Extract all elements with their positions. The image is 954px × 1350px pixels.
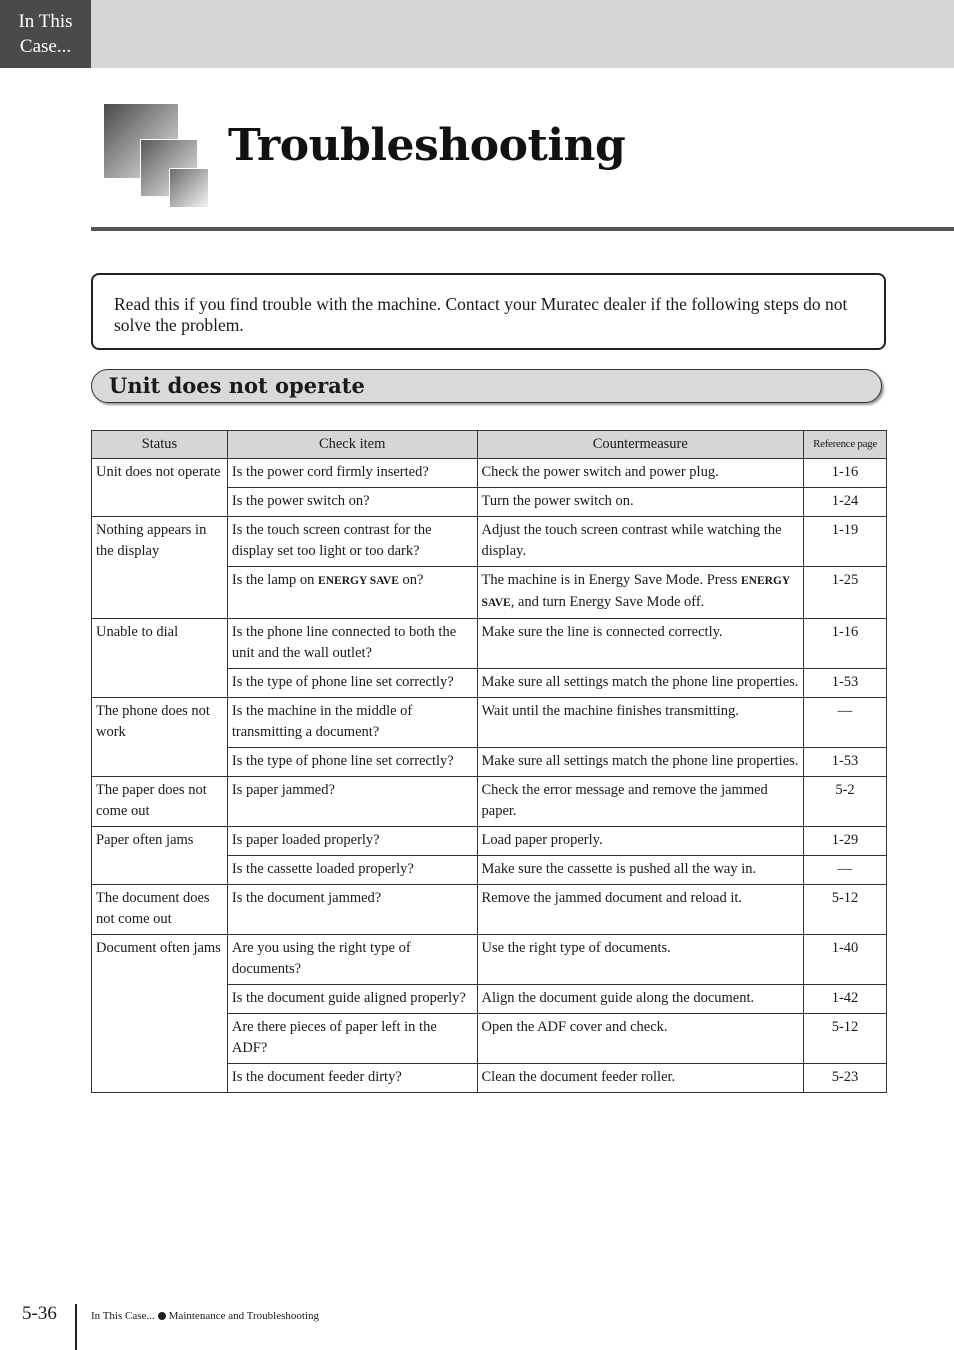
check-cell: Is the type of phone line set correctly? <box>227 748 477 777</box>
ref-cell: 5-23 <box>804 1064 887 1093</box>
energy-save-key-label: ENERGY SAVE <box>318 575 399 587</box>
check-cell: Is the type of phone line set correctly? <box>227 669 477 698</box>
status-cell: Nothing appears in the display <box>92 517 228 619</box>
section-heading: Unit does not operate <box>109 373 365 398</box>
header-reference-page: Reference page <box>804 431 887 459</box>
table-row <box>92 777 887 827</box>
chapter-tab-line2: Case... <box>19 36 72 57</box>
check-cell <box>227 567 477 619</box>
ref-cell: 5-2 <box>804 777 887 827</box>
measure-cell: Turn the power switch on. <box>477 488 804 517</box>
measure-cell: Open the ADF cover and check. <box>477 1014 804 1064</box>
table-row <box>92 827 887 856</box>
header-countermeasure: Countermeasure <box>477 431 804 459</box>
table-row <box>92 619 887 669</box>
section-heading-box <box>91 369 882 403</box>
status-cell: The phone does not work <box>92 698 228 777</box>
measure-cell: Adjust the touch screen contrast while watching the display. <box>477 517 804 567</box>
table-header-row <box>92 431 887 459</box>
table-row <box>92 885 887 935</box>
status-cell: Document often jams <box>92 935 228 1093</box>
measure-text-post: , and turn Energy Save Mode off. <box>510 594 705 610</box>
check-cell: Is the power cord firmly inserted? <box>227 459 477 488</box>
status-cell: Paper often jams <box>92 827 228 885</box>
header-check-item: Check item <box>227 431 477 459</box>
decorative-square-small <box>170 169 208 207</box>
ref-cell: 1-16 <box>804 619 887 669</box>
chapter-tab[interactable] <box>0 0 91 68</box>
measure-cell: Check the error message and remove the jammed paper. <box>477 777 804 827</box>
troubleshooting-table <box>91 430 887 1093</box>
table-row <box>92 459 887 488</box>
check-cell: Is the touch screen contrast for the display set too light or too dark? <box>227 517 477 567</box>
table-row <box>92 698 887 748</box>
ref-cell: 1-19 <box>804 517 887 567</box>
check-cell: Is paper jammed? <box>227 777 477 827</box>
footer-breadcrumb <box>91 1310 319 1322</box>
bullet-icon <box>158 1312 166 1320</box>
table-row <box>92 517 887 567</box>
ref-cell: — <box>804 856 887 885</box>
energy-save-key-label: ENERGY SAVE <box>481 575 790 609</box>
breadcrumb-section[interactable]: Maintenance and Troubleshooting <box>168 1310 319 1322</box>
ref-cell: 5-12 <box>804 885 887 935</box>
measure-text-pre: The machine is in Energy Save Mode. Press <box>481 572 741 588</box>
ref-cell: 1-53 <box>804 748 887 777</box>
notice-box <box>91 273 886 350</box>
measure-cell <box>477 567 804 619</box>
notice-text: Read this if you find trouble with the machine. Contact your Muratec dealer if the following steps do not solve the problem. <box>114 294 848 335</box>
ref-cell: 1-40 <box>804 935 887 985</box>
header-band <box>0 0 954 68</box>
footer-divider <box>75 1304 77 1350</box>
measure-cell: Load paper properly. <box>477 827 804 856</box>
check-cell: Is the power switch on? <box>227 488 477 517</box>
ref-cell: 1-53 <box>804 669 887 698</box>
breadcrumb-chapter[interactable]: In This Case... <box>91 1310 155 1322</box>
measure-cell: Make sure all settings match the phone line properties. <box>477 669 804 698</box>
check-cell: Is paper loaded properly? <box>227 827 477 856</box>
ref-cell: 5-12 <box>804 1014 887 1064</box>
measure-cell: Clean the document feeder roller. <box>477 1064 804 1093</box>
ref-cell: 1-25 <box>804 567 887 619</box>
ref-cell: 1-24 <box>804 488 887 517</box>
check-cell: Is the document guide aligned properly? <box>227 985 477 1014</box>
measure-cell: Make sure the cassette is pushed all the way in. <box>477 856 804 885</box>
ref-cell: 1-42 <box>804 985 887 1014</box>
check-text-post: on? <box>398 572 424 588</box>
status-cell: Unable to dial <box>92 619 228 698</box>
title-rule <box>91 227 954 231</box>
ref-cell: 1-29 <box>804 827 887 856</box>
table-row <box>92 935 887 985</box>
check-cell: Are there pieces of paper left in the ADF? <box>227 1014 477 1064</box>
page-number: 5-36 <box>22 1303 57 1324</box>
ref-cell: 1-16 <box>804 459 887 488</box>
measure-cell: Use the right type of documents. <box>477 935 804 985</box>
check-cell: Is the document feeder dirty? <box>227 1064 477 1093</box>
chapter-tab-line1: In This <box>18 11 73 32</box>
check-text-pre: Is the lamp on <box>231 572 319 588</box>
status-cell: The document does not come out <box>92 885 228 935</box>
check-cell: Is the cassette loaded properly? <box>227 856 477 885</box>
page-title: Troubleshooting <box>228 120 626 171</box>
check-cell: Is the document jammed? <box>227 885 477 935</box>
ref-cell: — <box>804 698 887 748</box>
measure-cell: Make sure the line is connected correctly. <box>477 619 804 669</box>
status-cell: Unit does not operate <box>92 459 228 517</box>
measure-cell: Check the power switch and power plug. <box>477 459 804 488</box>
header-status: Status <box>92 431 228 459</box>
measure-cell: Remove the jammed document and reload it. <box>477 885 804 935</box>
measure-cell: Align the document guide along the document. <box>477 985 804 1014</box>
measure-cell: Make sure all settings match the phone line properties. <box>477 748 804 777</box>
status-cell: The paper does not come out <box>92 777 228 827</box>
check-cell: Are you using the right type of documents? <box>227 935 477 985</box>
check-cell: Is the phone line connected to both the unit and the wall outlet? <box>227 619 477 669</box>
measure-cell: Wait until the machine finishes transmitting. <box>477 698 804 748</box>
check-cell: Is the machine in the middle of transmitting a document? <box>227 698 477 748</box>
